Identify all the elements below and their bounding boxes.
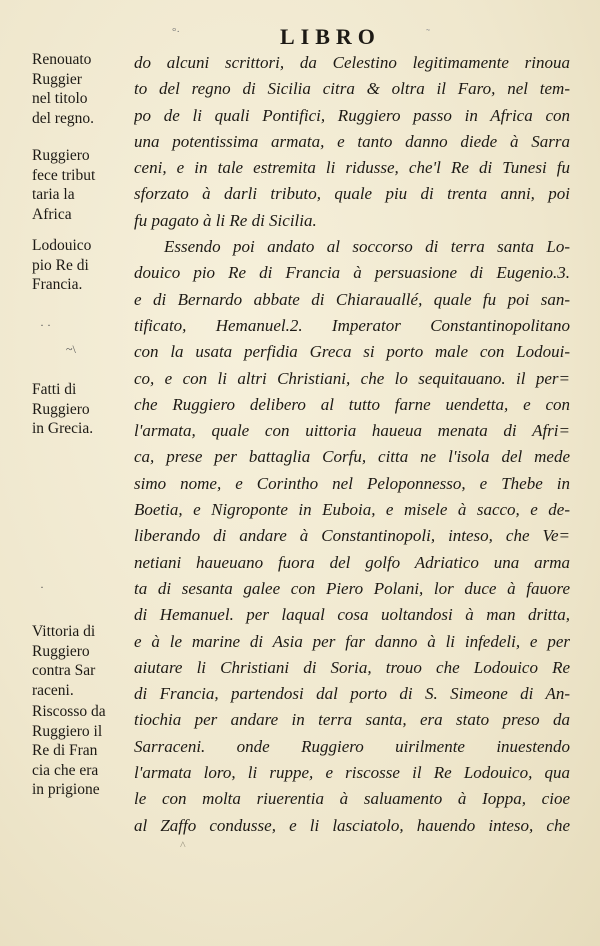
margin-line: Ruggiero [32, 400, 90, 418]
margin-line: Renouato [32, 51, 92, 68]
text-line: po de li quali Pontifici, Ruggiero passo in Africa con [134, 105, 570, 125]
text-line: di Francia, partendosi dal porto di S. Simeone di An- [134, 684, 570, 704]
text-line: fu pagato à li Re di Sicilia. [134, 210, 317, 230]
margin-line: cia che era [32, 761, 99, 779]
text-line: do alcuni scrittori, da Celestino legitimamente rinoua [134, 53, 570, 72]
text-line: tificato, Hemanuel.2. Imperator Constantinopolitano [134, 315, 570, 335]
main-text-column [134, 50, 570, 839]
margin-line: in prigione [32, 781, 100, 798]
margin-line: in Grecia. [32, 420, 94, 437]
margin-line: Francia. [32, 276, 83, 293]
header-ornament: ˜ [426, 26, 430, 40]
margin-note-tributaria [32, 146, 132, 224]
text-line: co, e con li altri Christiani, che lo sequitauano. il per= [134, 368, 570, 388]
margin-note-riscosso [32, 702, 132, 800]
text-line: l'armata, quale con uittoria haueua menata di Afri= [134, 421, 570, 441]
margin-line: Fatti di [32, 381, 77, 398]
margin-line: pio Re di [32, 256, 89, 274]
text-line: tiochia per andare in terra santa, era stato preso da [134, 710, 570, 730]
text-line: che Ruggiero delibero al tutto farne uendetta, e con [134, 394, 570, 414]
text-line: to del regno di Sicilia citra & oltra il Faro, nel tem- [134, 79, 570, 99]
text-line: Essendo poi andato al soccorso di terra santa Lo- [164, 237, 570, 257]
margin-note-vittoria [32, 622, 132, 700]
page-speck: ^ [180, 838, 186, 852]
margin-line: Vittoria di [32, 623, 96, 640]
text-line: Sarraceni. onde Ruggiero uirilmente inuestendo [134, 736, 570, 756]
margin-line: fece tribut [32, 166, 96, 184]
text-line: una potentissima armata, e tanto danno diede à Sarra [134, 131, 570, 151]
text-line: sforzato à darli tributo, quale piu di trenta anni, poi [134, 184, 570, 204]
text-line: e à le marine di Asia per far danno à li infedeli, e per [134, 631, 570, 651]
margin-line: raceni. [32, 681, 74, 699]
margin-line: Lodouico [32, 237, 92, 254]
text-line: simo nome, e Corintho nel Peloponnesso, e Thebe in [134, 473, 570, 493]
text-line: netiani haueuano fuora del golfo Adriatico una arma [134, 552, 570, 572]
margin-note-renouato [32, 50, 132, 128]
margin-line: Ruggier [32, 70, 82, 88]
margin-note-fatti [32, 380, 132, 439]
margin-line: del regno. [32, 109, 94, 127]
margin-line: nel titolo [32, 90, 88, 107]
margin-line: Ruggiero [32, 642, 90, 660]
text-line: di Hemanuel. per laqual cosa uoltandosi à man dritta, [134, 605, 570, 625]
margin-line: contra Sar [32, 662, 96, 679]
text-line: al Zaffo condusse, e li lasciatolo, hauendo inteso, che [134, 815, 570, 835]
text-line: aiutare li Christiani di Soria, trouo che Lodouico Re [134, 657, 570, 677]
margin-line: Re di Fran [32, 742, 98, 759]
ink-smudge: · [40, 580, 44, 594]
text-line: le con molta riuerentia à saluamento à Ioppa, cioe [134, 789, 570, 809]
text-line: liberando di andare à Constantinopoli, inteso, che Ve= [134, 526, 570, 546]
margin-line: Riscosso da [32, 703, 106, 720]
ink-smudge: ~\ [66, 342, 76, 356]
text-line: ca, prese per battaglia Corfu, citta ne l'isola del mede [134, 447, 570, 467]
running-head: LIBRO [280, 24, 381, 49]
text-line: Boetia, e Nigroponte in Euboia, e misele à sacco, e de- [134, 500, 570, 520]
text-line: ceni, e in tale estremita li ridusse, che'l Re di Tunesi fu [134, 158, 570, 178]
text-line: l'armata loro, li ruppe, e riscosse il Re Lodouico, qua [134, 763, 570, 783]
ink-smudge: · · [40, 318, 51, 332]
margin-line: Ruggiero il [32, 722, 103, 740]
margin-line: taria la [32, 186, 75, 203]
text-line: ta di sesanta galee con Piero Polani, lor duce à fauore [134, 578, 570, 598]
text-line: con la usata perfidia Greca si porto male con Lodoui- [134, 342, 570, 362]
text-line: douico pio Re di Francia à persuasione di Eugenio.3. [134, 263, 570, 283]
text-line: e di Bernardo abbate di Chiarauallé, quale fu poi san- [134, 289, 570, 309]
margin-note-lodouico [32, 236, 132, 295]
header-mark: °· [172, 26, 181, 38]
margin-line: Ruggiero [32, 147, 90, 164]
margin-line: Africa [32, 205, 72, 223]
